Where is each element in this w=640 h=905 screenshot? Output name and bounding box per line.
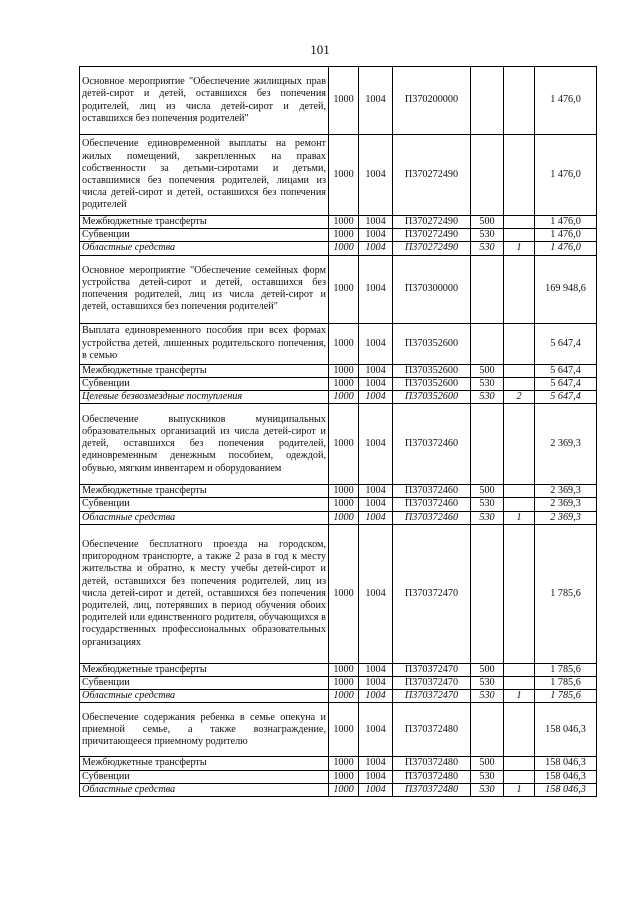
subsection-code: 1004 bbox=[359, 498, 393, 511]
funding-source-code bbox=[504, 135, 535, 216]
expense-type-code: 500 bbox=[471, 485, 504, 498]
amount: 1 785,6 bbox=[535, 690, 597, 703]
amount: 5 647,4 bbox=[535, 391, 597, 404]
target-article-code: П370352600 bbox=[393, 364, 471, 377]
section-code: 1000 bbox=[329, 485, 359, 498]
section-code: 1000 bbox=[329, 663, 359, 676]
budget-table-body bbox=[80, 67, 597, 797]
row-name: Субвенции bbox=[80, 377, 329, 390]
subsection-code: 1004 bbox=[359, 770, 393, 783]
expense-type-code: 530 bbox=[471, 229, 504, 242]
section-code: 1000 bbox=[329, 770, 359, 783]
row-name: Областные средства bbox=[80, 511, 329, 524]
row-name: Областные средства bbox=[80, 690, 329, 703]
table-row bbox=[80, 135, 597, 216]
amount: 1 785,6 bbox=[535, 524, 597, 663]
expense-type-code: 500 bbox=[471, 216, 504, 229]
funding-source-code bbox=[504, 229, 535, 242]
funding-source-code bbox=[504, 677, 535, 690]
target-article-code: П370372480 bbox=[393, 770, 471, 783]
row-name: Субвенции bbox=[80, 677, 329, 690]
funding-source-code bbox=[504, 524, 535, 663]
amount: 1 476,0 bbox=[535, 242, 597, 255]
funding-source-code: 1 bbox=[504, 783, 535, 796]
expense-type-code: 500 bbox=[471, 663, 504, 676]
section-code: 1000 bbox=[329, 135, 359, 216]
table-row bbox=[80, 255, 597, 323]
target-article-code: П370272490 bbox=[393, 242, 471, 255]
expense-type-code bbox=[471, 524, 504, 663]
target-article-code: П370372460 bbox=[393, 404, 471, 485]
target-article-code: П370372460 bbox=[393, 511, 471, 524]
section-code: 1000 bbox=[329, 690, 359, 703]
table-row bbox=[80, 377, 597, 390]
amount: 1 785,6 bbox=[535, 663, 597, 676]
subsection-code: 1004 bbox=[359, 783, 393, 796]
amount: 1 476,0 bbox=[535, 216, 597, 229]
row-name: Межбюджетные трансферты bbox=[80, 485, 329, 498]
amount: 5 647,4 bbox=[535, 377, 597, 390]
subsection-code: 1004 bbox=[359, 377, 393, 390]
target-article-code: П370272490 bbox=[393, 135, 471, 216]
row-name: Межбюджетные трансферты bbox=[80, 364, 329, 377]
subsection-code: 1004 bbox=[359, 364, 393, 377]
row-name: Областные средства bbox=[80, 242, 329, 255]
amount: 158 046,3 bbox=[535, 770, 597, 783]
table-row bbox=[80, 323, 597, 364]
section-code: 1000 bbox=[329, 783, 359, 796]
funding-source-code: 1 bbox=[504, 511, 535, 524]
funding-source-code bbox=[504, 404, 535, 485]
amount: 2 369,3 bbox=[535, 404, 597, 485]
table-row bbox=[80, 690, 597, 703]
target-article-code: П370200000 bbox=[393, 67, 471, 135]
expense-type-code: 530 bbox=[471, 242, 504, 255]
subsection-code: 1004 bbox=[359, 255, 393, 323]
row-name: Обеспечение единовременной выплаты на ремонт жилых помещений, закрепленных на правах собственности за детьми-сиротами и детьми, оставшимися без попечения родителей, лицами из числа детей-сирот и детей, оставшихся без попечения родителей bbox=[80, 135, 329, 216]
subsection-code: 1004 bbox=[359, 690, 393, 703]
amount: 1 476,0 bbox=[535, 135, 597, 216]
funding-source-code bbox=[504, 757, 535, 770]
table-row bbox=[80, 663, 597, 676]
subsection-code: 1004 bbox=[359, 524, 393, 663]
expense-type-code: 530 bbox=[471, 498, 504, 511]
row-name: Межбюджетные трансферты bbox=[80, 663, 329, 676]
row-name: Обеспечение содержания ребенка в семье опекуна и приемной семье, а также вознаграждение, причитающееся приемному родителю bbox=[80, 703, 329, 757]
table-row bbox=[80, 703, 597, 757]
table-row bbox=[80, 67, 597, 135]
funding-source-code bbox=[504, 216, 535, 229]
funding-source-code bbox=[504, 703, 535, 757]
expense-type-code: 500 bbox=[471, 364, 504, 377]
table-row bbox=[80, 391, 597, 404]
amount: 5 647,4 bbox=[535, 323, 597, 364]
section-code: 1000 bbox=[329, 364, 359, 377]
amount: 158 046,3 bbox=[535, 703, 597, 757]
expense-type-code: 530 bbox=[471, 377, 504, 390]
table-row bbox=[80, 757, 597, 770]
table-row bbox=[80, 498, 597, 511]
funding-source-code bbox=[504, 485, 535, 498]
amount: 1 785,6 bbox=[535, 677, 597, 690]
row-name: Субвенции bbox=[80, 770, 329, 783]
expense-type-code: 500 bbox=[471, 757, 504, 770]
target-article-code: П370352600 bbox=[393, 377, 471, 390]
target-article-code: П370372470 bbox=[393, 663, 471, 676]
subsection-code: 1004 bbox=[359, 323, 393, 364]
table-row bbox=[80, 770, 597, 783]
expense-type-code: 530 bbox=[471, 677, 504, 690]
funding-source-code bbox=[504, 364, 535, 377]
amount: 5 647,4 bbox=[535, 364, 597, 377]
section-code: 1000 bbox=[329, 511, 359, 524]
subsection-code: 1004 bbox=[359, 216, 393, 229]
section-code: 1000 bbox=[329, 524, 359, 663]
amount: 158 046,3 bbox=[535, 783, 597, 796]
funding-source-code bbox=[504, 663, 535, 676]
expense-type-code bbox=[471, 323, 504, 364]
funding-source-code: 1 bbox=[504, 690, 535, 703]
row-name: Областные средства bbox=[80, 783, 329, 796]
amount: 158 046,3 bbox=[535, 757, 597, 770]
table-row bbox=[80, 677, 597, 690]
table-row bbox=[80, 216, 597, 229]
section-code: 1000 bbox=[329, 391, 359, 404]
subsection-code: 1004 bbox=[359, 135, 393, 216]
table-row bbox=[80, 229, 597, 242]
table-row bbox=[80, 511, 597, 524]
page-number: 101 bbox=[310, 42, 330, 57]
target-article-code: П370272490 bbox=[393, 229, 471, 242]
section-code: 1000 bbox=[329, 498, 359, 511]
expense-type-code bbox=[471, 135, 504, 216]
expense-type-code bbox=[471, 67, 504, 135]
target-article-code: П370372460 bbox=[393, 498, 471, 511]
section-code: 1000 bbox=[329, 67, 359, 135]
funding-source-code: 1 bbox=[504, 242, 535, 255]
row-name: Выплата единовременного пособия при всех формах устройства детей, лишенных родительского попечения, в семью bbox=[80, 323, 329, 364]
row-name: Межбюджетные трансферты bbox=[80, 216, 329, 229]
expense-type-code: 530 bbox=[471, 511, 504, 524]
funding-source-code bbox=[504, 377, 535, 390]
subsection-code: 1004 bbox=[359, 757, 393, 770]
row-name: Обеспечение бесплатного проезда на городском, пригородном транспорте, а также 2 раза в год к месту жительства и обратно, к месту учебы детей-сирот и детей, оставшихся без попечения родителей, лиц из числа детей-сирот и детей, оставшихся без попечения родителей, лиц, потерявших в период обучения обоих родителей или единственного родителя, обучающихся в государственных профессиональных образовательных организациях bbox=[80, 524, 329, 663]
expense-type-code: 530 bbox=[471, 690, 504, 703]
row-name: Основное мероприятие "Обеспечение жилищных прав детей-сирот и детей, оставшихся без попечения родителей, лиц из числа детей-сирот и детей, оставшихся без попечения родителей" bbox=[80, 67, 329, 135]
expense-type-code: 530 bbox=[471, 783, 504, 796]
target-article-code: П370372470 bbox=[393, 690, 471, 703]
subsection-code: 1004 bbox=[359, 391, 393, 404]
section-code: 1000 bbox=[329, 404, 359, 485]
table-row bbox=[80, 524, 597, 663]
amount: 1 476,0 bbox=[535, 229, 597, 242]
row-name: Субвенции bbox=[80, 498, 329, 511]
target-article-code: П370352600 bbox=[393, 323, 471, 364]
subsection-code: 1004 bbox=[359, 663, 393, 676]
amount: 1 476,0 bbox=[535, 67, 597, 135]
funding-source-code bbox=[504, 255, 535, 323]
row-name: Субвенции bbox=[80, 229, 329, 242]
amount: 2 369,3 bbox=[535, 511, 597, 524]
expense-type-code bbox=[471, 404, 504, 485]
table-row bbox=[80, 404, 597, 485]
target-article-code: П370300000 bbox=[393, 255, 471, 323]
table-row bbox=[80, 783, 597, 796]
target-article-code: П370352600 bbox=[393, 391, 471, 404]
target-article-code: П370372470 bbox=[393, 677, 471, 690]
funding-source-code bbox=[504, 498, 535, 511]
section-code: 1000 bbox=[329, 703, 359, 757]
expense-type-code: 530 bbox=[471, 391, 504, 404]
row-name: Обеспечение выпускников муниципальных образовательных организаций из числа детей-сирот и детей, оставшихся без попечения родителей, единовременным денежным пособием, одеждой, обувью, мягким инвентарем и оборудованием bbox=[80, 404, 329, 485]
section-code: 1000 bbox=[329, 242, 359, 255]
subsection-code: 1004 bbox=[359, 677, 393, 690]
target-article-code: П370372480 bbox=[393, 783, 471, 796]
target-article-code: П370372480 bbox=[393, 703, 471, 757]
funding-source-code bbox=[504, 67, 535, 135]
section-code: 1000 bbox=[329, 377, 359, 390]
target-article-code: П370372470 bbox=[393, 524, 471, 663]
table-row bbox=[80, 485, 597, 498]
row-name: Межбюджетные трансферты bbox=[80, 757, 329, 770]
amount: 2 369,3 bbox=[535, 485, 597, 498]
target-article-code: П370372460 bbox=[393, 485, 471, 498]
subsection-code: 1004 bbox=[359, 242, 393, 255]
subsection-code: 1004 bbox=[359, 703, 393, 757]
section-code: 1000 bbox=[329, 229, 359, 242]
funding-source-code bbox=[504, 770, 535, 783]
section-code: 1000 bbox=[329, 757, 359, 770]
subsection-code: 1004 bbox=[359, 67, 393, 135]
table-row bbox=[80, 364, 597, 377]
subsection-code: 1004 bbox=[359, 511, 393, 524]
amount: 169 948,6 bbox=[535, 255, 597, 323]
row-name: Целевые безвозмездные поступления bbox=[80, 391, 329, 404]
expense-type-code bbox=[471, 703, 504, 757]
table-row bbox=[80, 242, 597, 255]
target-article-code: П370272490 bbox=[393, 216, 471, 229]
budget-table bbox=[79, 66, 597, 797]
funding-source-code bbox=[504, 323, 535, 364]
section-code: 1000 bbox=[329, 677, 359, 690]
subsection-code: 1004 bbox=[359, 229, 393, 242]
subsection-code: 1004 bbox=[359, 485, 393, 498]
subsection-code: 1004 bbox=[359, 404, 393, 485]
section-code: 1000 bbox=[329, 323, 359, 364]
expense-type-code bbox=[471, 255, 504, 323]
section-code: 1000 bbox=[329, 255, 359, 323]
target-article-code: П370372480 bbox=[393, 757, 471, 770]
row-name: Основное мероприятие "Обеспечение семейных форм устройства детей-сирот и детей, оставшихся без попечения родителей, лиц из числа детей-сирот и детей, оставшихся без попечения родителей" bbox=[80, 255, 329, 323]
expense-type-code: 530 bbox=[471, 770, 504, 783]
section-code: 1000 bbox=[329, 216, 359, 229]
amount: 2 369,3 bbox=[535, 498, 597, 511]
funding-source-code: 2 bbox=[504, 391, 535, 404]
